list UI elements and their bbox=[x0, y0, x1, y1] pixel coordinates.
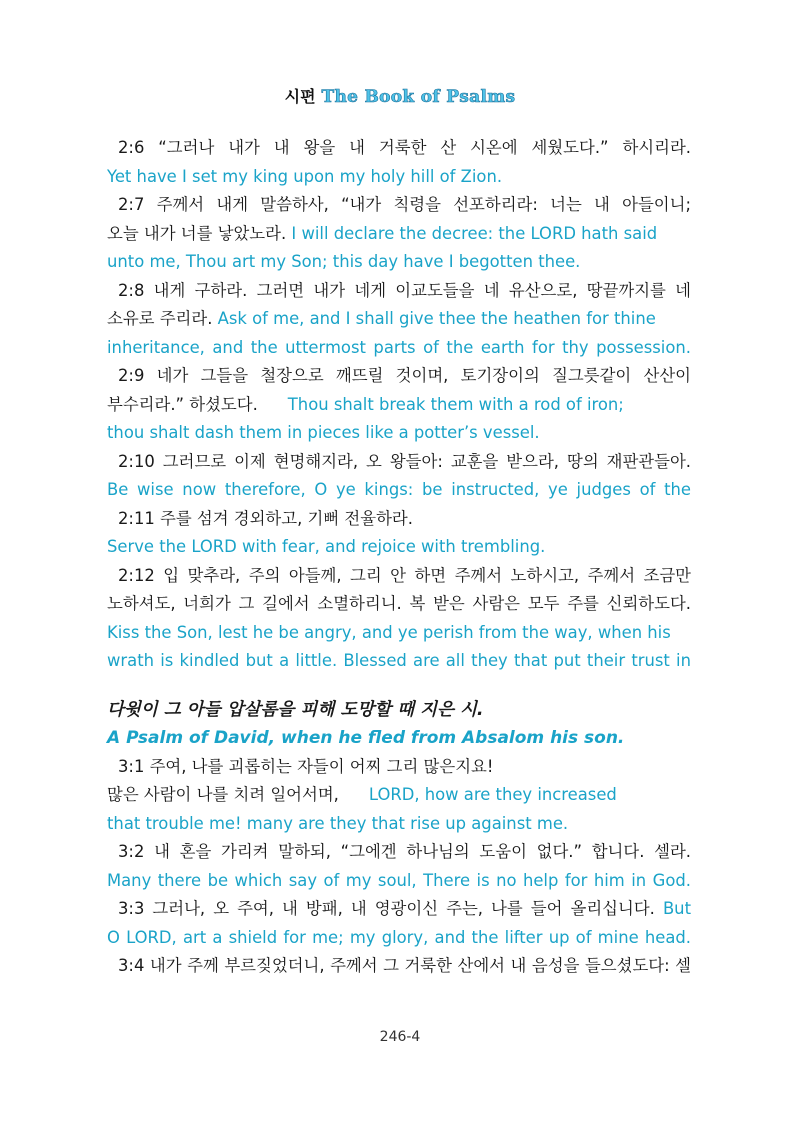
page-body bbox=[107, 134, 691, 981]
psalm-heading-korean: 다윗이 그 아들 압살롬을 피해 도망할 때 지은 시. bbox=[107, 699, 484, 720]
text-line: 많은 사람이 나를 치려 일어서며, LORD, how are they increased bbox=[107, 785, 617, 804]
page-number: 246-4 bbox=[379, 1029, 421, 1045]
text-line: 부수리라.” 하셨도다. Thou shalt break them with a rod of iron; bbox=[107, 394, 624, 414]
header-title-english: The Book of Psalms bbox=[321, 87, 516, 107]
text-line: 2:11 주를 섬겨 경외하고, 기뻐 전율하라. bbox=[118, 508, 413, 528]
text-line: that trouble me! many are they that rise up against me. bbox=[107, 813, 569, 833]
text-line: wrath is kindled but a little. Blessed are all they that put their trust in bbox=[107, 651, 691, 670]
text-line: Many there be which say of my soul, There is no help for him in God. bbox=[107, 870, 691, 890]
text-line: Kiss the Son, lest he be angry, and ye perish from the way, when his bbox=[107, 622, 671, 642]
text-line: thou shalt dash them in pieces like a potter’s vessel. bbox=[107, 423, 540, 442]
text-line: 2:12 입 맞추라, 주의 아들께, 그리 안 하면 주께서 노하시고, 주께서 조금만 bbox=[118, 565, 691, 585]
text-line: 3:2 내 혼을 가리켜 말하되, “그에겐 하나님의 도움이 없다.” 합니다. 셀라. bbox=[118, 842, 691, 861]
header-title-korean: 시편 bbox=[284, 87, 316, 106]
text-line: 2:10 그러므로 이제 현명해지라, 오 왕들아: 교훈을 받으라, 땅의 재판관들아. bbox=[118, 451, 691, 471]
text-line: 3:4 내가 주께 부르짖었더니, 주께서 그 거룩한 산에서 내 음성을 들으셨도다: 셀 bbox=[118, 956, 691, 975]
psalm-heading-english: A Psalm of David, when he fled from Absalom his son. bbox=[107, 728, 625, 748]
text-line: 3:1 주여, 나를 괴롭히는 자들이 어찌 그리 많은지요! bbox=[118, 756, 494, 776]
text-line: O LORD, art a shield for me; my glory, and the lifter up of mine head. bbox=[107, 927, 691, 947]
text-line: 오늘 내가 너를 낳았노라. I will declare the decree: the LORD hath said bbox=[107, 223, 658, 243]
text-line: 소유로 주리라. Ask of me, and I shall give thee the heathen for thine bbox=[107, 309, 656, 328]
text-line: inheritance, and the uttermost parts of the earth for thy possession. bbox=[107, 337, 691, 357]
text-line: 2:8 내게 구하라. 그러면 내가 네게 이교도들을 네 유산으로, 땅끝까지를 네 bbox=[118, 280, 691, 300]
text-line: Be wise now therefore, O ye kings: be instructed, ye judges of the bbox=[107, 480, 691, 499]
text-line: Yet have I set my king upon my holy hill of Zion. bbox=[107, 166, 503, 186]
text-line: 노하셔도, 너희가 그 길에서 소멸하리니. 복 받은 사람은 모두 주를 신뢰하도다. bbox=[107, 594, 691, 613]
page-header bbox=[0, 84, 800, 107]
text-line: 2:6 “그러나 내가 내 왕을 내 거룩한 산 시온에 세웠도다.” 하시리라. bbox=[118, 138, 691, 157]
text-line: 3:3 그러나, 오 주여, 내 방패, 내 영광이신 주는, 나를 들어 올리십니다. But bbox=[118, 899, 691, 918]
text-line: 2:9 네가 그들을 철장으로 깨뜨릴 것이며, 토기장이의 질그릇같이 산산이 bbox=[118, 366, 691, 385]
text-line: unto me, Thou art my Son; this day have I begotten thee. bbox=[107, 252, 581, 271]
text-line: 2:7 주께서 내게 말씀하사, “내가 칙령을 선포하리라: 너는 내 아들이니; bbox=[118, 195, 691, 214]
text-line: Serve the LORD with fear, and rejoice with trembling. bbox=[107, 537, 546, 556]
